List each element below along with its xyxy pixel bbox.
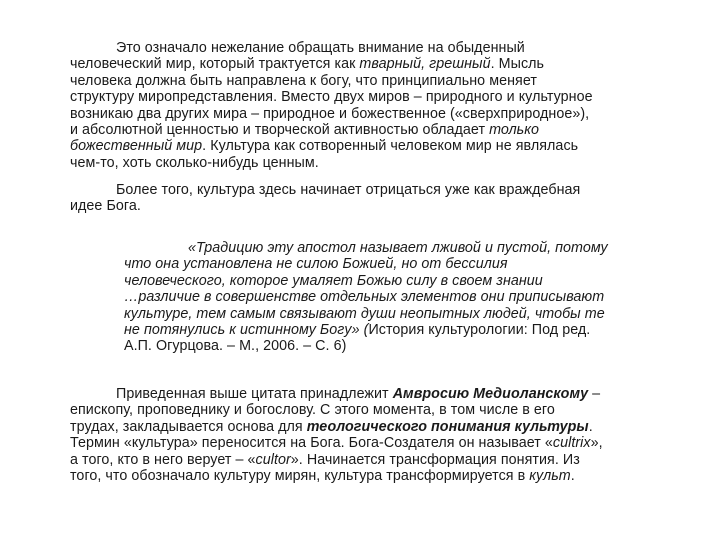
citation-line: А.П. Огурцова. – М., 2006. – С. 6) <box>124 338 347 355</box>
text-line: епископу, проповеднику и богослову. С этого момента, в том числе в его <box>70 402 555 419</box>
text-span: ». Начинается трансформация понятия. Из <box>290 451 580 468</box>
italic-term: cultor <box>255 451 291 468</box>
text-line <box>70 138 678 154</box>
text-line <box>70 56 678 72</box>
text-line <box>70 419 678 435</box>
quote-line: культуре, тем самым связывают души неопытных людей, чтобы те <box>124 305 605 322</box>
italic-term: cultrix <box>552 435 591 452</box>
text-line: Более того, культура здесь начинает отрицаться уже как враждебная <box>116 182 581 198</box>
text-line: структуру миропредставления. Вместо двух миров – природного и культурное <box>70 89 593 106</box>
text-span: Приведенная выше цитата принадлежит <box>116 386 393 402</box>
text-span: », <box>590 435 603 452</box>
text-span: того, что обозначало культуру мирян, культура трансформируется в <box>70 468 530 485</box>
text-span: а того, кто в него верует – « <box>70 451 256 468</box>
text-span: . Мысль <box>490 56 545 73</box>
text-span: . Культура как сотворенный человеком мир не являлась <box>202 138 579 155</box>
italic-term: культ <box>529 468 571 485</box>
text-line: идее Бога. <box>70 198 141 215</box>
paragraph-1 <box>70 40 678 171</box>
quote-line: что она установлена не силою Божией, но от бессилия <box>124 256 508 273</box>
quote-line: …различие в совершенстве отдельных элементов они приписывают <box>124 289 605 306</box>
paragraph-2 <box>70 182 678 215</box>
text-line: чем-то, хоть сколько-нибудь ценным. <box>70 154 319 171</box>
text-span: – <box>588 386 601 402</box>
italic-term: божественный мир <box>70 138 203 155</box>
text-span: . <box>570 468 575 485</box>
bold-italic-name: Амвросию Медиоланскому <box>392 386 589 402</box>
text-line <box>70 452 678 468</box>
text-span: Термин «культура» переносится на Бога. Бога-Создателя он называет « <box>70 435 553 452</box>
italic-term: тварный, грешный <box>359 56 491 73</box>
paragraph-3 <box>70 386 678 484</box>
text-span: трудах, закладывается основа для <box>70 418 307 435</box>
citation-source: История культурологии: Под ред. <box>368 322 591 339</box>
quote-line <box>124 322 684 338</box>
quotation-block <box>124 240 684 355</box>
text-line <box>70 468 678 484</box>
bold-italic-term: теологического понимания культуры <box>306 418 589 435</box>
text-span: и абсолютной ценностью и творческой активностью обладает <box>70 122 490 139</box>
text-line <box>70 435 678 451</box>
text-line: Это означало нежелание обращать внимание на обыденный <box>116 40 525 56</box>
text-line: человека должна быть направлена к богу, что принципиально меняет <box>70 72 537 89</box>
text-line <box>70 386 678 402</box>
quote-line: человеческого, которое умаляет Божью силу в своем знании <box>124 272 543 289</box>
text-line <box>70 122 678 138</box>
text-span: . <box>588 418 593 435</box>
text-span: человеческий мир, который трактуется как <box>70 56 360 73</box>
italic-term: только <box>489 122 540 139</box>
text-line: возникаю два других мира – природное и божественное («сверхприродное»), <box>70 105 590 122</box>
quote-text: не потянулись к истинному Богу» ( <box>124 322 369 339</box>
quote-line: «Традицию эту апостол называет лживой и пустой, потому <box>188 240 608 256</box>
